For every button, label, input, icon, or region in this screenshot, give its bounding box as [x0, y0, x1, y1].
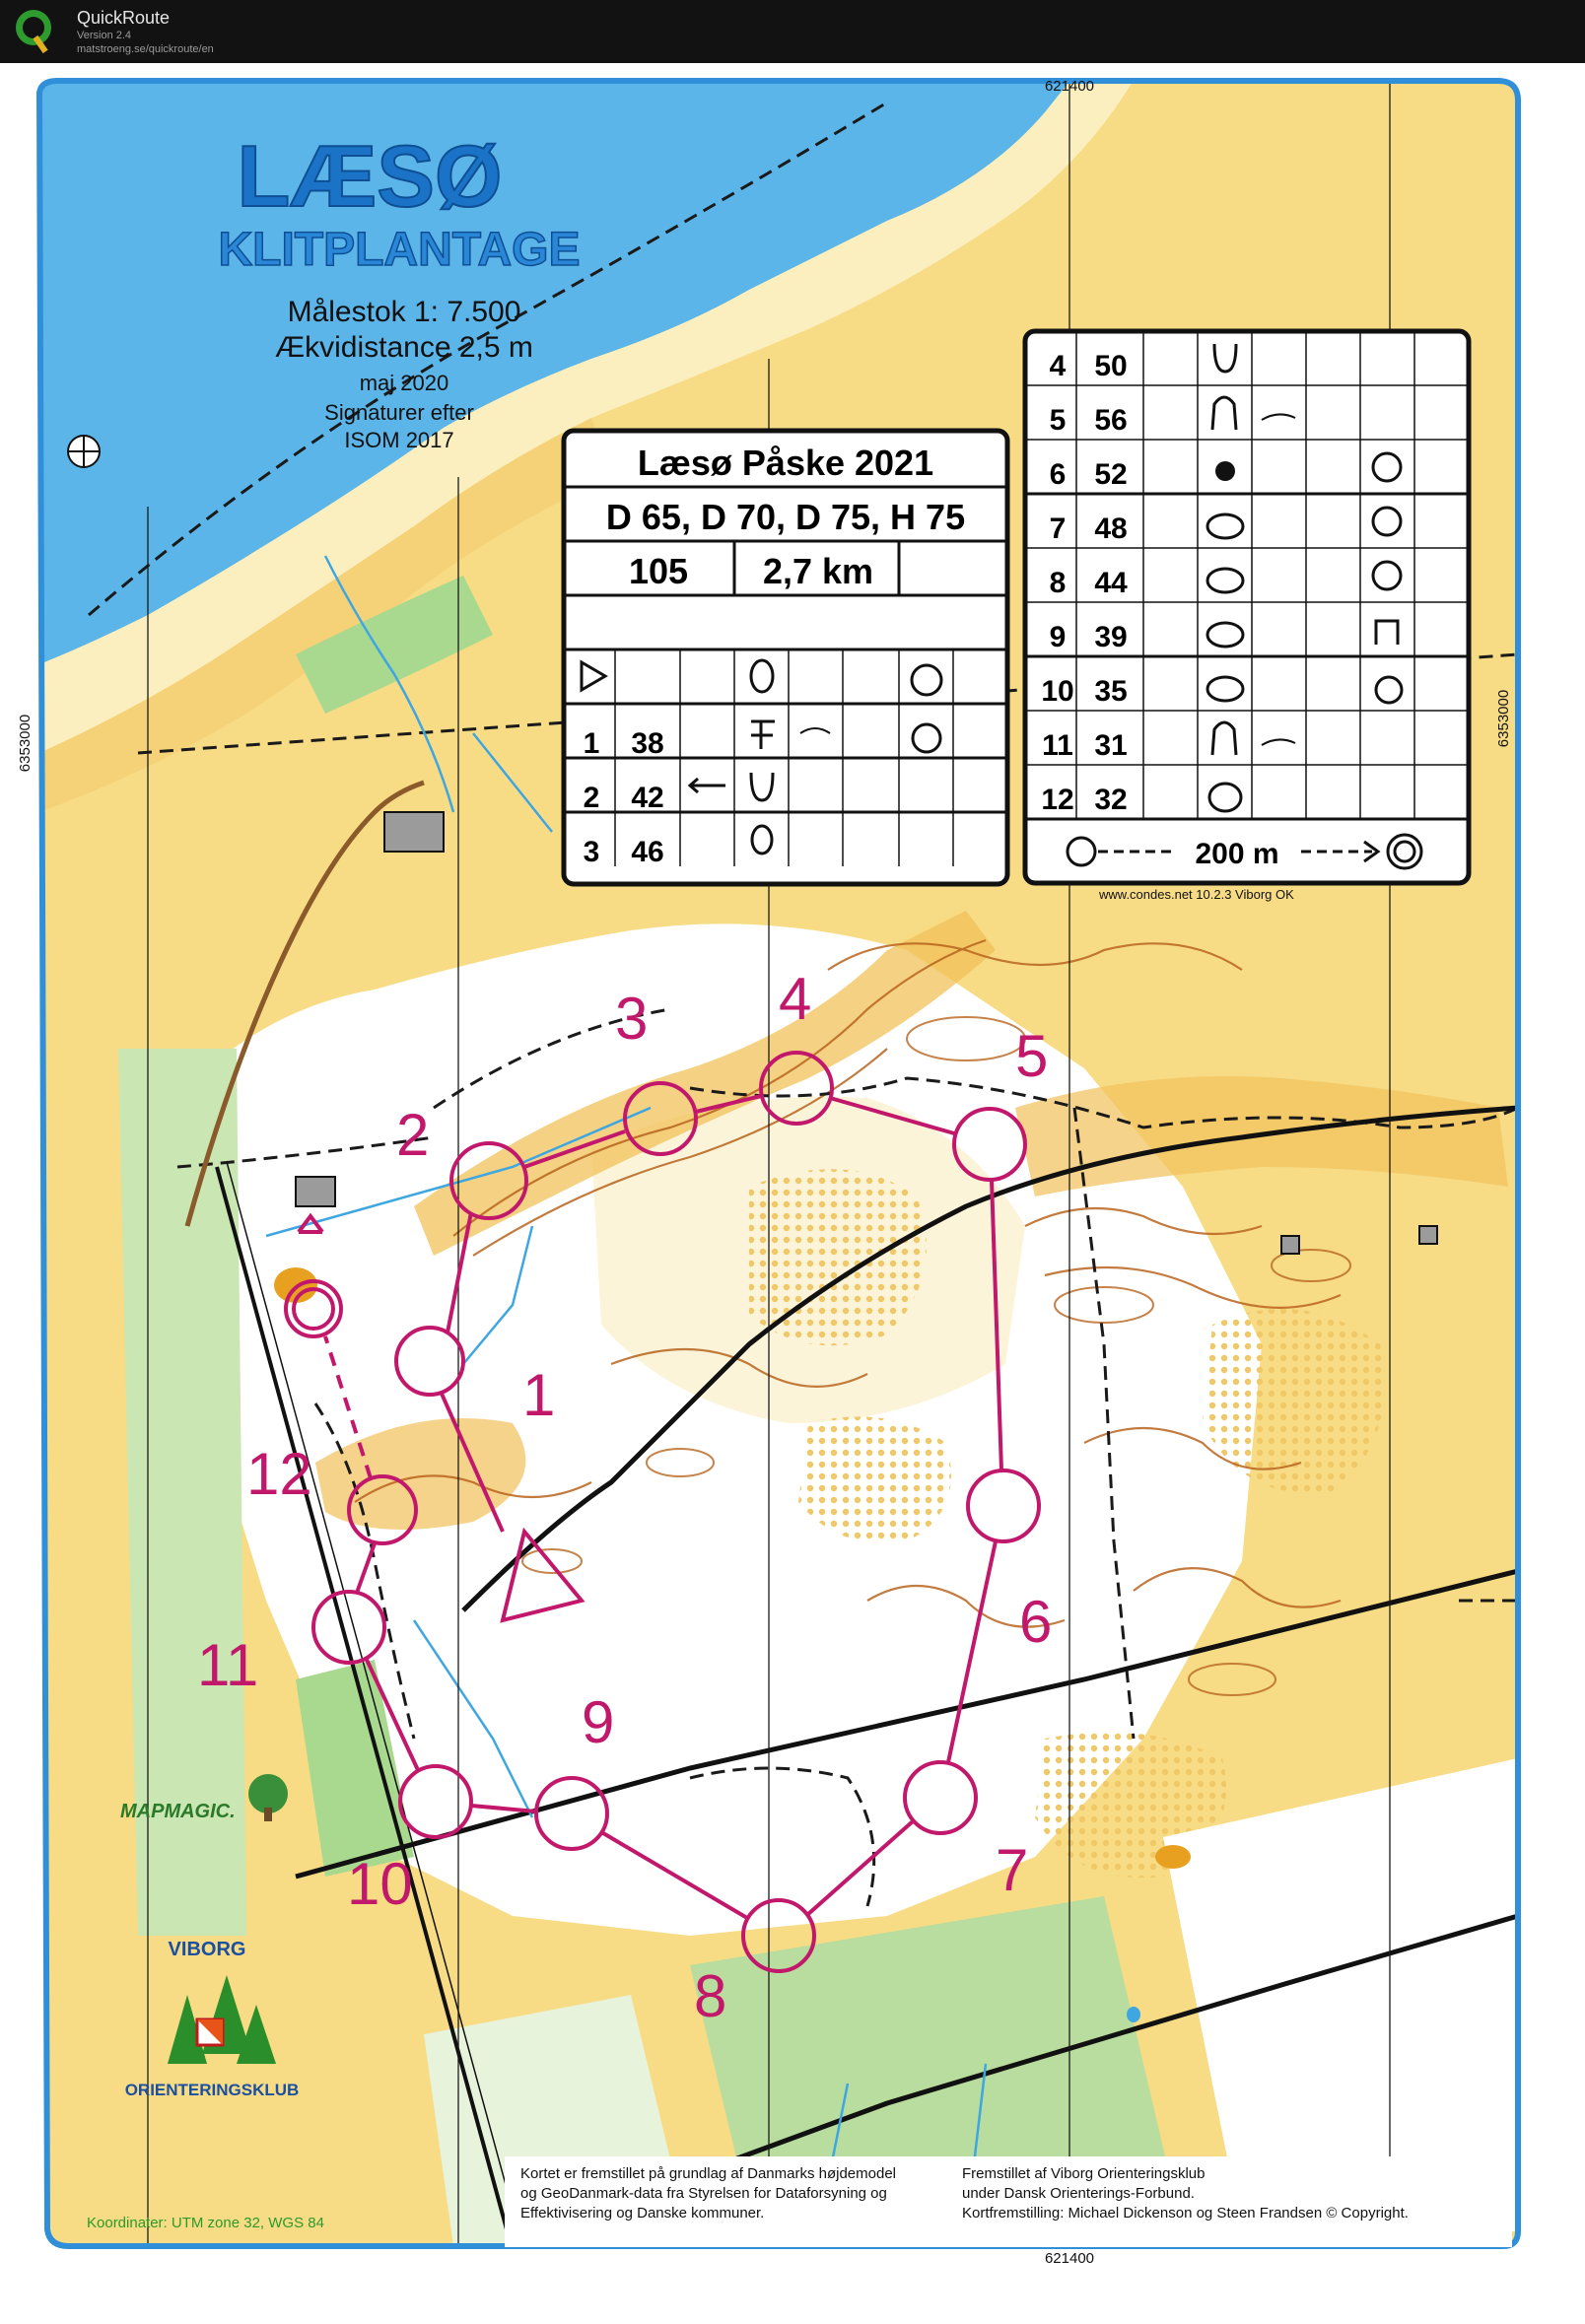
credits-right-line1: Fremstillet af Viborg Orienteringsklub [962, 2165, 1206, 2182]
control-row-code-9: 39 [1094, 621, 1128, 653]
map-scale: Målestok 1: 7.500 [287, 296, 521, 328]
control-row-code-2: 42 [631, 782, 664, 814]
coord-top-label: 621400 [1044, 78, 1095, 95]
coordinate-system-note: Koordinater: UTM zone 32, WGS 84 [87, 2215, 324, 2231]
control-row-code-4: 50 [1094, 350, 1128, 382]
coord-bottom-label: 621400 [1044, 2250, 1095, 2267]
control-description-left [564, 431, 1007, 884]
control-row-code-11: 31 [1094, 729, 1128, 762]
credits-left-line1: Kortet er fremstillet på grundlag af Danmarks højdemodel [520, 2165, 897, 2182]
boulder-icon-6 [1215, 461, 1235, 481]
control-row-code-6: 52 [1094, 458, 1128, 491]
credits-left-line3: Effektivisering og Danske kommuner. [520, 2205, 765, 2221]
control-row-n-4: 4 [1049, 350, 1067, 382]
course-number: 105 [628, 551, 689, 591]
control-row-n-5: 5 [1049, 404, 1067, 437]
course-event-name: Læsø Påske 2021 [637, 443, 934, 483]
control-label-7: 7 [996, 1837, 1029, 1903]
control-row-code-8: 44 [1094, 567, 1128, 599]
control-label-4: 4 [779, 966, 812, 1032]
control-label-9: 9 [582, 1689, 615, 1755]
quickroute-logo-icon [12, 6, 57, 57]
map-subtitle: KLITPLANTAGE [218, 224, 581, 276]
app-version: Version 2.4 [77, 30, 132, 41]
map-symbols-line1: Signaturer efter [324, 400, 474, 425]
orienteering-map[interactable] [0, 63, 1585, 2324]
control-label-12: 12 [246, 1441, 312, 1507]
control-row-n-2: 2 [583, 782, 600, 814]
control-label-11: 11 [197, 1632, 259, 1698]
mapmagic-logo-text: MAPMAGIC. [120, 1801, 236, 1822]
control-row-code-5: 56 [1094, 404, 1128, 437]
credits-right-line3: Kortfremstilling: Michael Dickenson og Steen Frandsen © Copyright. [962, 2205, 1409, 2221]
control-label-1: 1 [522, 1362, 556, 1428]
control-label-8: 8 [694, 1963, 727, 2029]
control-row-n-7: 7 [1049, 513, 1067, 545]
map-symbols-line2: ISOM 2017 [344, 428, 454, 452]
control-row-n-8: 8 [1049, 567, 1067, 599]
app-url[interactable]: matstroeng.se/quickroute/en [77, 43, 214, 55]
condes-note: www.condes.net 10.2.3 Viborg OK [1099, 887, 1294, 902]
coord-right-label: 6353000 [1495, 689, 1512, 748]
control-row-n-6: 6 [1049, 458, 1067, 491]
control-row-n-1: 1 [583, 727, 600, 760]
control-label-2: 2 [396, 1102, 430, 1168]
app-title: QuickRoute [77, 8, 171, 28]
north-marker-icon [68, 436, 100, 467]
control-row-code-1: 38 [631, 727, 664, 760]
control-row-code-12: 32 [1094, 784, 1128, 816]
control-description-right [1025, 331, 1469, 902]
credits-right-line2: under Dansk Orienterings-Forbund. [962, 2185, 1195, 2202]
control-row-n-11: 11 [1042, 729, 1073, 762]
coord-left-label: 6353000 [17, 714, 34, 773]
control-row-n-12: 12 [1041, 784, 1074, 816]
finish-distance: 200 m [1195, 838, 1279, 870]
control-label-5: 5 [1015, 1023, 1049, 1089]
control-row-n-10: 10 [1041, 675, 1074, 708]
control-label-10: 10 [347, 1851, 413, 1917]
control-label-3: 3 [615, 986, 649, 1052]
tree-trunk-icon [264, 1808, 272, 1821]
control-row-code-3: 46 [631, 836, 664, 868]
map-title: LÆSØ [237, 127, 503, 225]
course-classes: D 65, D 70, D 75, H 75 [605, 497, 966, 537]
club-logo-top-text: VIBORG [168, 1939, 246, 1960]
control-row-code-7: 48 [1094, 513, 1128, 545]
map-date: maj 2020 [359, 371, 449, 395]
credits-left-line2: og GeoDanmark-data fra Styrelsen for Dataforsyning og [520, 2185, 887, 2202]
control-label-6: 6 [1019, 1589, 1053, 1655]
map-contour-interval: Ækvidistance 2,5 m [275, 331, 533, 364]
control-row-n-9: 9 [1049, 621, 1067, 653]
control-row-code-10: 35 [1094, 675, 1128, 708]
club-logo-bottom-text: ORIENTERINGSKLUB [124, 2081, 300, 2099]
course-length: 2,7 km [762, 551, 874, 591]
control-row-n-3: 3 [583, 836, 600, 868]
app-titlebar [0, 0, 1585, 63]
